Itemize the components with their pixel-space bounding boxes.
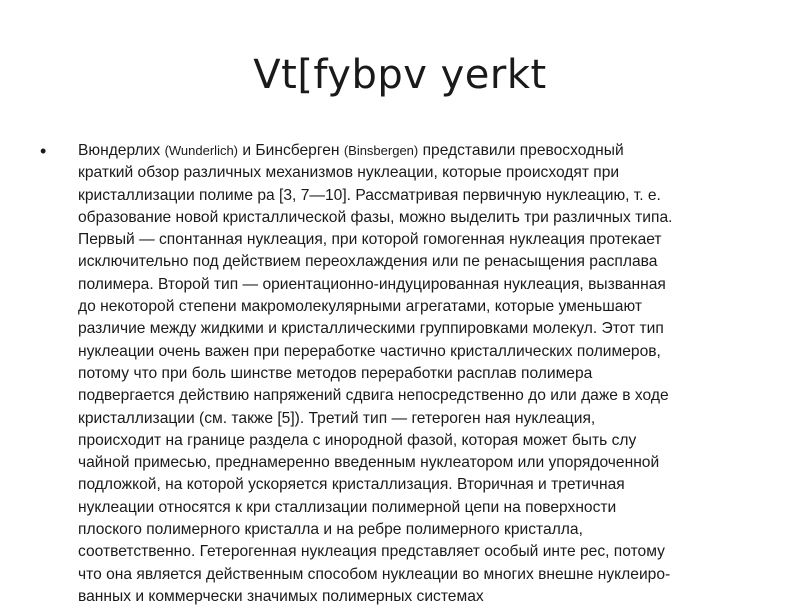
paragraph-line: кристаллизации полиме ра [3, 7—10]. Рассматривая первичную нуклеацию, т. е. — [78, 186, 661, 204]
paragraph-line — [78, 140, 760, 162]
paragraph-line: ванных и коммерчески значимых полимерных системах — [78, 587, 484, 605]
text-segment: Вюндерлих — [78, 142, 165, 159]
slide-content — [40, 140, 760, 608]
paragraph-line: различие между жидкими и кристаллическими группировками молекул. Этот тип — [78, 320, 664, 338]
paragraph-line: исключительно под действием переохлаждения или пе ренасыщения расплава — [78, 253, 658, 271]
latin-name: (Wunderlich) — [164, 143, 239, 158]
paragraph-line: подвергается действию напряжений сдвига непосредственно до или даже в ходе — [78, 387, 669, 405]
paragraph-line: полимера. Второй тип — ориентационно-индуцированная нуклеация, вызванная — [78, 275, 666, 293]
paragraph-line: кристаллизации (см. также [5]). Третий тип — гетероген ная нуклеация, — [78, 409, 596, 427]
paragraph-line: что она является действенным способом нуклеации во многих внешне нуклеиро- — [78, 565, 671, 583]
paragraph-line: потому что при боль шинстве методов переработки расплав полимера — [78, 364, 593, 382]
latin-name: (Binsbergen) — [343, 143, 419, 158]
paragraph-line: чайной примесью, преднамеренно введенным нуклеатором или упорядоченной — [78, 454, 660, 472]
paragraph-line: соответственно. Гетерогенная нуклеация представляет особый инте рес, потому — [78, 543, 665, 561]
paragraph-line: до некоторой степени макромолекулярными агрегатами, которые уменьшают — [78, 298, 642, 316]
bullet-marker: • — [40, 141, 47, 161]
paragraph-line: краткий обзор различных механизмов нуклеации, которые происходят при — [78, 164, 620, 182]
paragraph-line: подложкой, на которой ускоряется кристаллизация. Вторичная и третичная — [78, 476, 625, 494]
paragraph-line: нуклеации относятся к кри сталлизации полимерной цепи на поверхности — [78, 498, 617, 516]
slide-title: Vt[fybpv yerkt — [253, 52, 547, 98]
paragraph-line: Первый — спонтанная нуклеация, при которой гомогенная нуклеация протекает — [78, 231, 662, 249]
bullet-item — [40, 140, 760, 608]
body-paragraph — [78, 140, 760, 608]
paragraph-line: плоского полимерного кристалла и на ребре полимерного кристалла, — [78, 521, 583, 539]
paragraph-line: образование новой кристаллической фазы, можно выделить три различных типа. — [78, 208, 673, 226]
text-segment: и Бинсберген — [238, 142, 344, 159]
paragraph-line: нуклеации очень важен при переработке частично кристаллических полимеров, — [78, 342, 661, 360]
text-segment: представили превосходный — [418, 142, 624, 159]
paragraph-line: происходит на границе раздела с инородной фазой, которая может быть слу — [78, 431, 637, 449]
